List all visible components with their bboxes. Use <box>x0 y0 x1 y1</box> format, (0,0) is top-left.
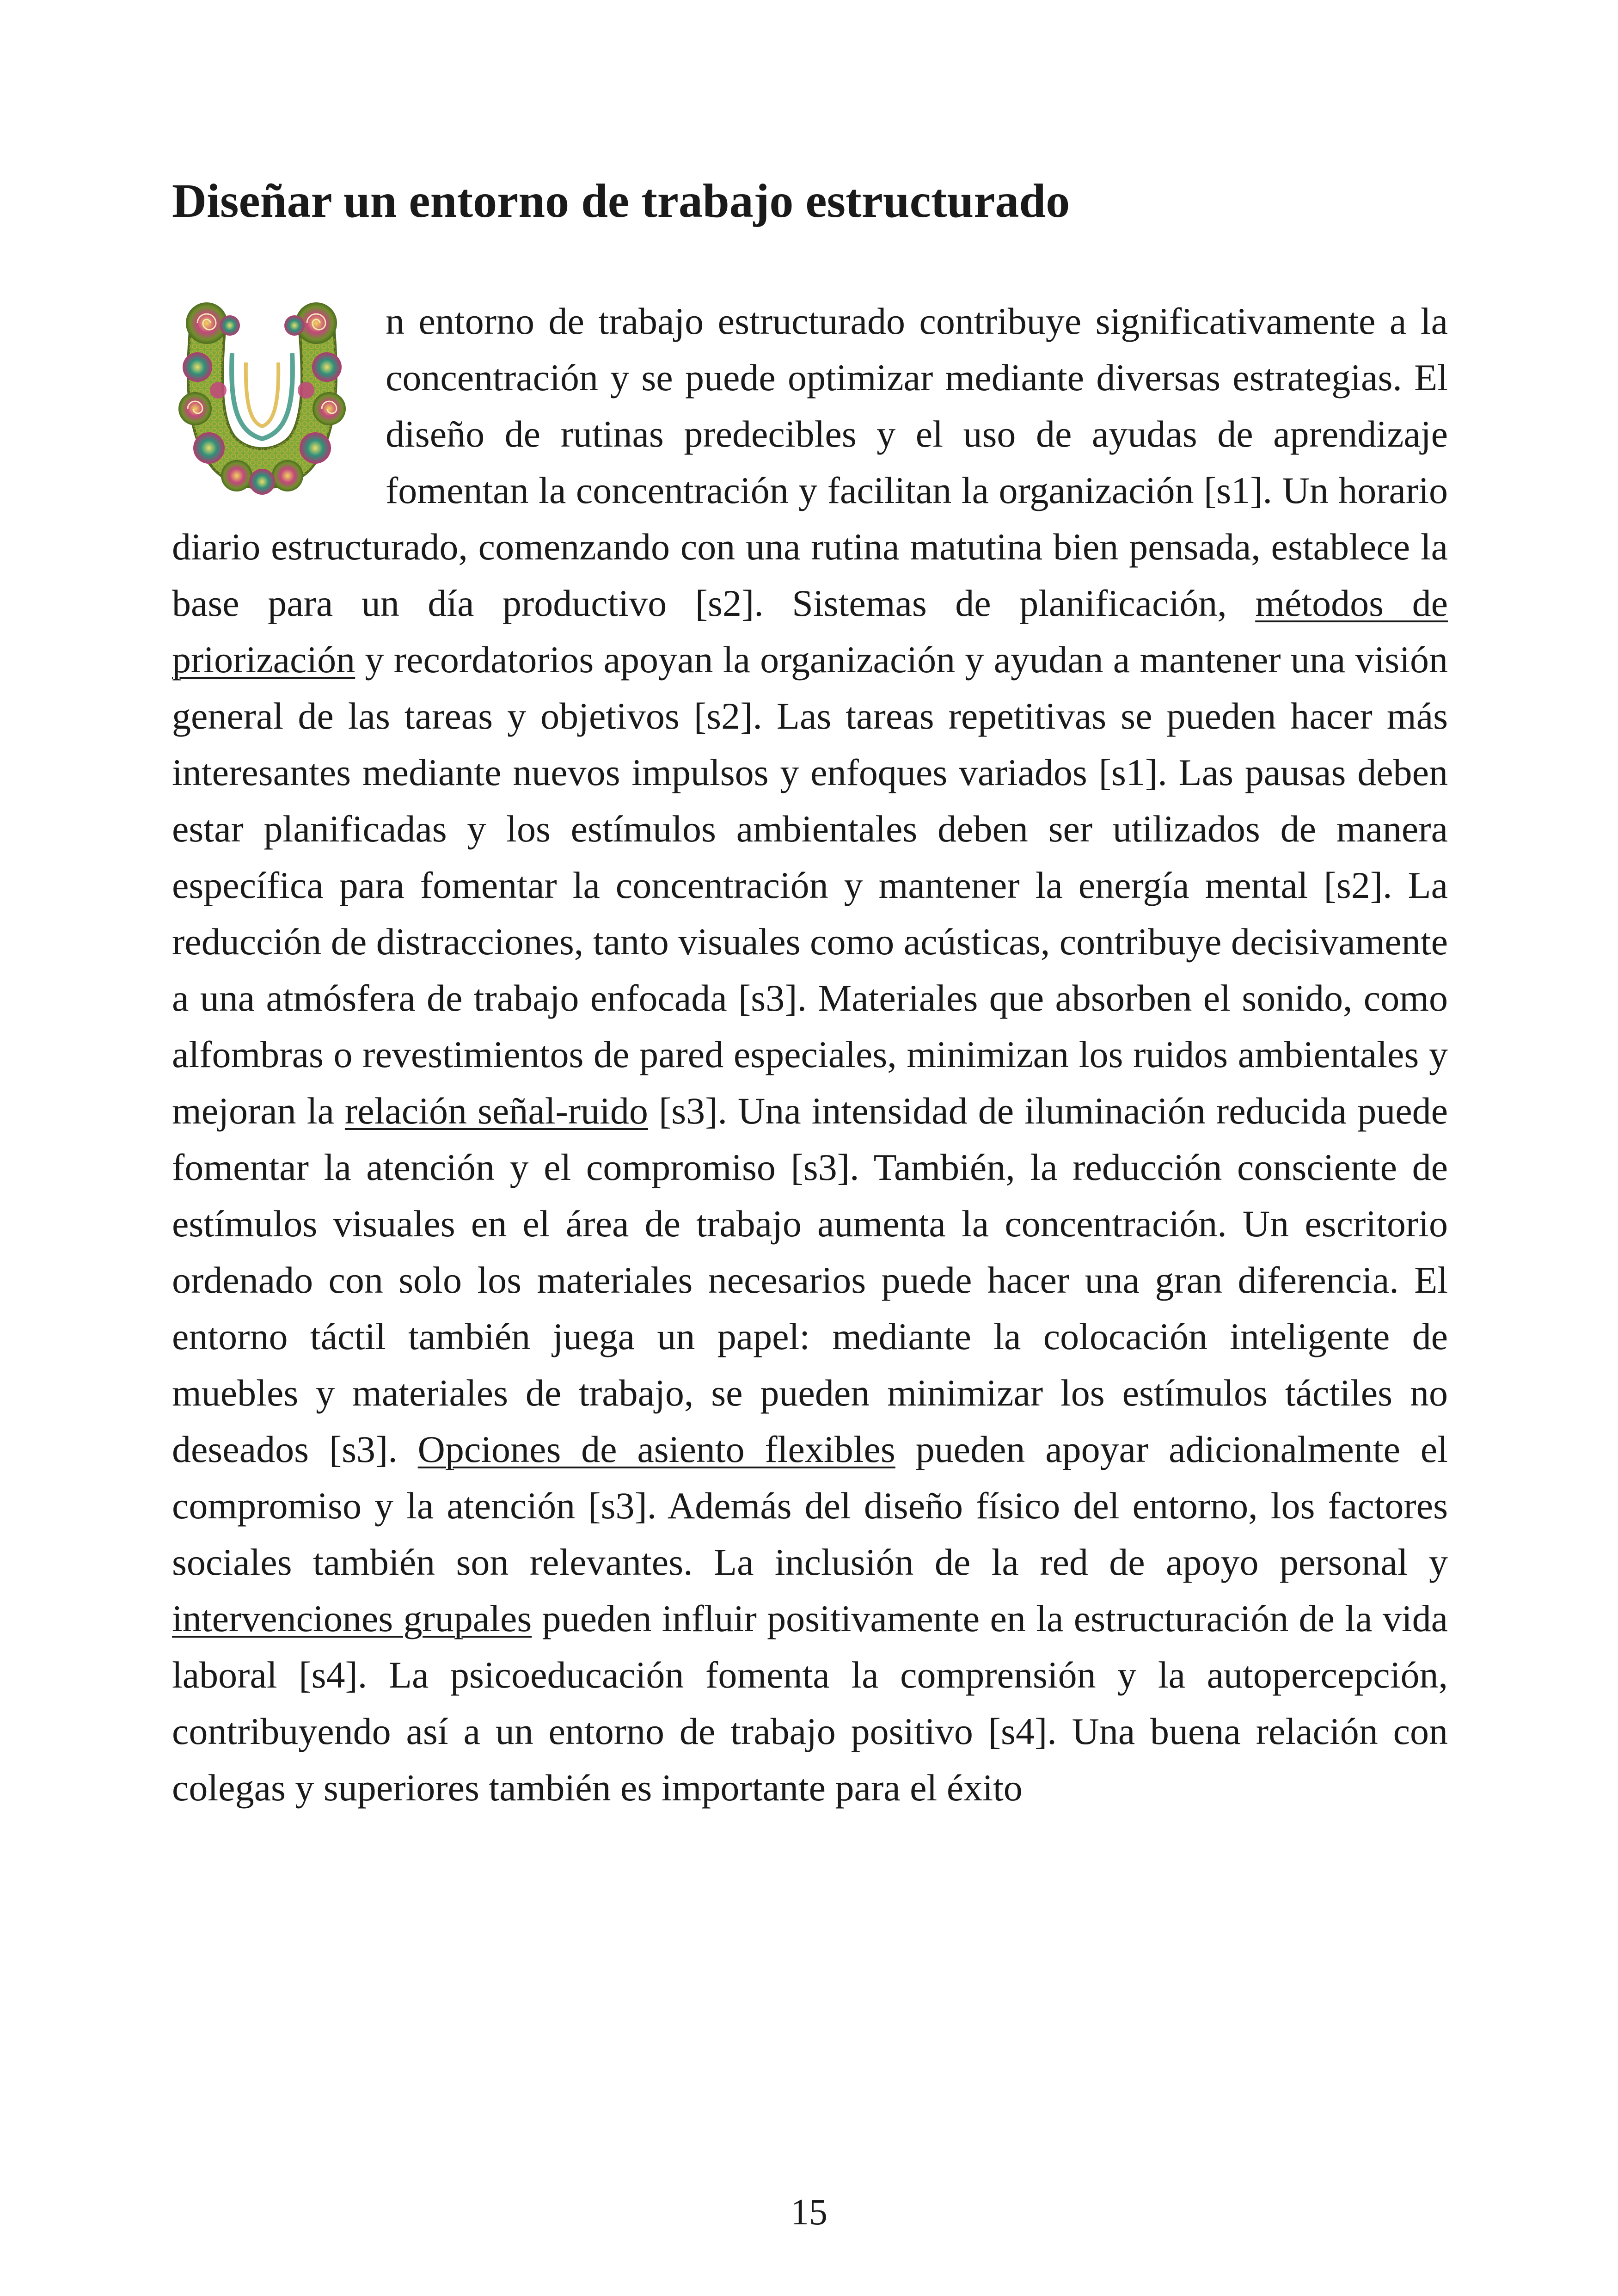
body-text-segment: pueden apoyar adicionalmente el compromiso y la atención [s3]. Además del diseño físico del entorno, los factores sociales también son relevantes. La inclusión de la red de apoyo personal y <box>172 1428 1448 1583</box>
page-title: Diseñar un entorno de trabajo estructurado <box>172 174 1070 227</box>
link-metodos-de-priorizacion[interactable]: métodos de priorización <box>172 582 1448 681</box>
link-relacion-senal-ruido[interactable]: relación señal-ruido <box>344 1090 648 1132</box>
drop-cap-ornament <box>172 298 352 501</box>
body-text-segment: [s3]. Una intensidad de iluminación reducida puede fomentar la atención y el compromiso [s3]. También, la reducción consciente de estímulos visuales en el área de trabajo aumenta la concentración. Un escritorio ordenado con solo los materiales necesarios puede hacer una gran diferencia. El entorno táctil también juega un papel: mediante la colocación inteligente de muebles y materiales de trabajo, se pueden minimizar los estímulos táctiles no deseados [s3]. <box>172 1090 1448 1470</box>
drop-cap-u-illustration <box>172 298 352 501</box>
body-paragraph <box>172 293 1448 1816</box>
link-intervenciones-grupales[interactable]: intervenciones grupales <box>172 1597 532 1639</box>
body-text-segment: n entorno de trabajo estructurado contribuye significativamente a la concentración y se puede optimizar mediante diversas estrategias. El diseño de rutinas predecibles y el uso de ayudas de aprendizaje fomentan la concentración y facilitan la organización [s1]. Un horario diario estructurado, comenzando con una rutina matutina bien pensada, establece la base para un día productivo [s2]. Sistemas de planificación, <box>172 300 1448 624</box>
link-opciones-de-asiento-flexibles[interactable]: Opciones de asiento flexibles <box>417 1428 895 1470</box>
page-number: 15 <box>791 2192 827 2233</box>
body-text-segment: y recordatorios apoyan la organización y ayudan a mantener una visión general de las tareas y objetivos [s2]. Las tareas repetitivas se pueden hacer más interesantes mediante nuevos impulsos y enfoques variados [s1]. Las pausas deben estar planificadas y los estímulos ambientales deben ser utilizados de manera específica para fomentar la concentración y mantener la energía mental [s2]. La reducción de distracciones, tanto visuales como acústicas, contribuye decisivamente a una atmósfera de trabajo enfocada [s3]. Materiales que absorben el sonido, como alfombras o revestimientos de pared especiales, minimizan los ruidos ambientales y mejoran la <box>172 638 1448 1132</box>
body-text-segment: pueden influir positivamente en la estructuración de la vida laboral [s4]. La psicoeducación fomenta la comprensión y la autopercepción, contribuyendo así a un entorno de trabajo positivo [s4]. Una buena relación con colegas y superiores también es importante para el éxito <box>172 1597 1448 1809</box>
